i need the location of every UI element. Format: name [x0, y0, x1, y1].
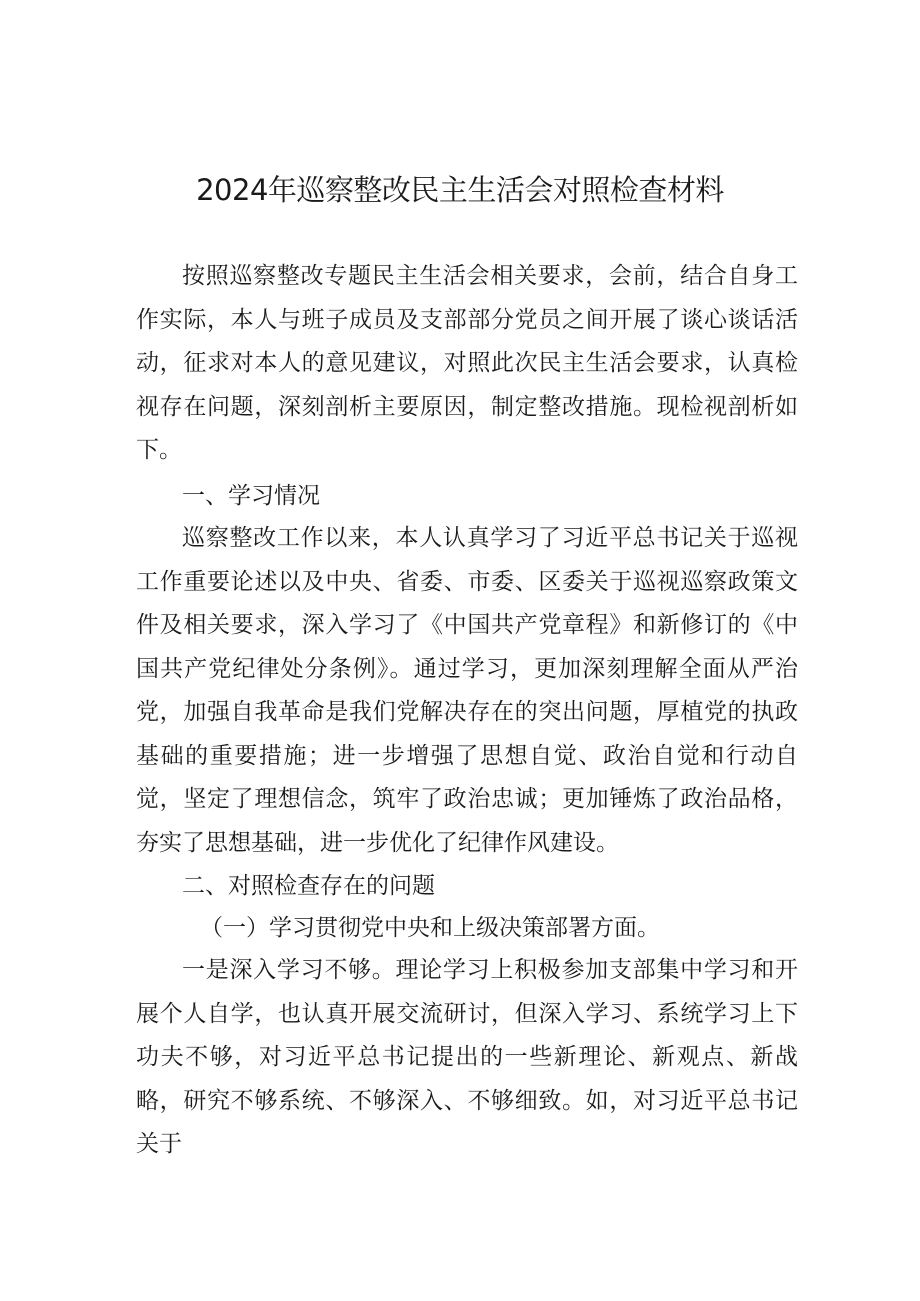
section-2-subheading: （一）学习贯彻党中央和上级决策部署方面。 [200, 915, 660, 941]
section-2-heading: 二、对照检查存在的问题 [182, 873, 435, 899]
intro-paragraph: 按照巡察整改专题民主生活会相关要求，会前，结合自身工作实际，本人与班子成员及支部部分党员之间开展了谈心谈话活动，征求对本人的意见建议，对照此次民主生活会要求，认真检视存在问题，深刻剖析主要原因，制定整改措施。现检视剖析如下。 [136, 263, 798, 463]
section-2-paragraph: 一是深入学习不够。理论学习上积极参加支部集中学习和开展个人自学，也认真开展交流研讨，但深入学习、系统学习上下功夫不够，对习近平总书记提出的一些新理论、新观点、新战略，研究不够系统、不够深入、不够细致。如，对习近平总书记关于 [136, 957, 798, 1157]
document-title: 2024年巡察整改民主生活会对照检查材料 [196, 173, 724, 207]
section-1-paragraph: 巡察整改工作以来，本人认真学习了习近平总书记关于巡视工作重要论述以及中央、省委、市委、区委关于巡视巡察政策文件及相关要求，深入学习了《中国共产党章程》和新修订的《中国共产党纪律处分条例》。通过学习，更加深刻理解全面从严治党，加强自我革命是我们党解决存在的突出问题，厚植党的执政基础的重要措施；进一步增强了思想自觉、政治自觉和行动自觉，坚定了理想信念，筑牢了政治忠诚；更加锤炼了政治品格，夯实了思想基础，进一步优化了纪律作风建设。 [136, 525, 798, 856]
section-1-heading: 一、学习情况 [182, 483, 320, 509]
